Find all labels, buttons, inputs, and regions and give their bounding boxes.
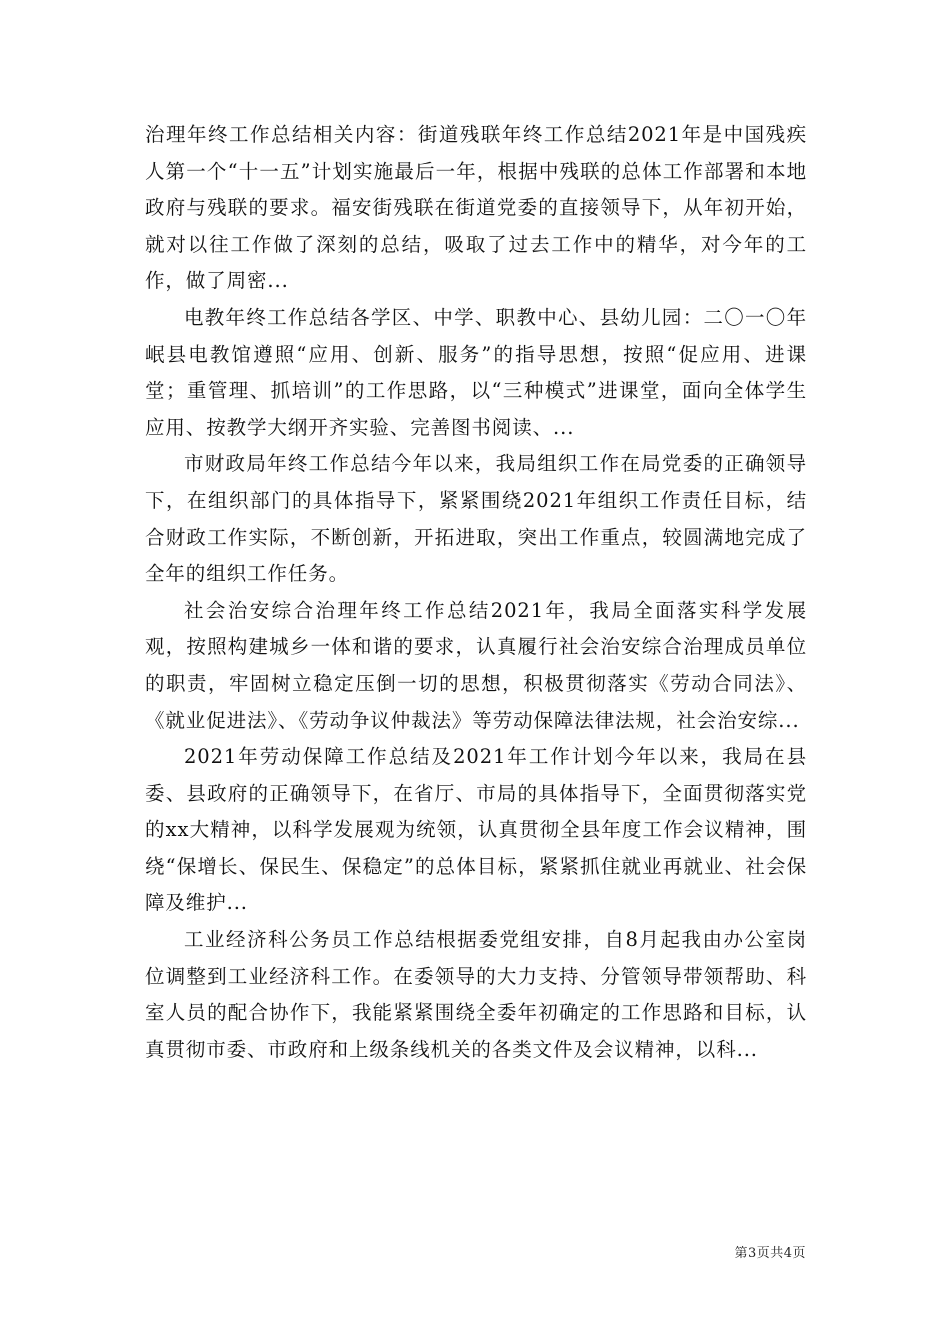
document-body [145,117,807,1068]
paragraph-3: 市财政局年终工作总结今年以来，我局组织工作在局党委的正确领导下，在组织部门的具体指导下，紧紧围绕2021年组织工作责任目标，结合财政工作实际，不断创新，开拓进取，突出工作重点，较圆满地完成了全年的组织工作任务。 [145,452,807,586]
paragraph-5: 2021年劳动保障工作总结及2021年工作计划今年以来，我局在县委、县政府的正确领导下，在省厅、市局的具体指导下，全面贯彻落实党的xx大精神，以科学发展观为统领，认真贯彻全县年度工作会议精神，围绕“保增长、保民生、保稳定”的总体目标，紧紧抓住就业再就业、社会保障及维护... [145,745,807,915]
page-number-footer: 第3页共4页 [734,1246,806,1261]
paragraph-6: 工业经济科公务员工作总结根据委党组安排，自8月起我由办公室岗位调整到工业经济科工作。在委领导的大力支持、分管领导带领帮助、科室人员的配合协作下，我能紧紧围绕全委年初确定的工作思路和目标，认真贯彻市委、市政府和上级条线机关的各类文件及会议精神，以科... [145,928,807,1061]
paragraph-2: 电教年终工作总结各学区、中学、职教中心、县幼儿园：二〇一〇年岷县电教馆遵照“应用、创新、服务”的指导思想，按照“促应用、进课堂；重管理、抓培训”的工作思路，以“三种模式”进课堂，面向全体学生应用、按教学大纲开齐实验、完善图书阅读、... [145,305,807,439]
paragraph-4: 社会治安综合治理年终工作总结2021年，我局全面落实科学发展观，按照构建城乡一体和谐的要求，认真履行社会治安综合治理成员单位的职责，牢固树立稳定压倒一切的思想，积极贯彻落实《劳动合同法》、《就业促进法》、《劳动争议仲裁法》等劳动保障法律法规，社会治安综... [145,598,807,732]
paragraph-1: 治理年终工作总结相关内容：街道残联年终工作总结2021年是中国残疾人第一个“十一五”计划实施最后一年，根据中残联的总体工作部署和本地政府与残联的要求。福安街残联在街道党委的直接领导下，从年初开始，就对以往工作做了深刻的总结，吸取了过去工作中的精华，对今年的工作，做了周密... [145,123,807,293]
